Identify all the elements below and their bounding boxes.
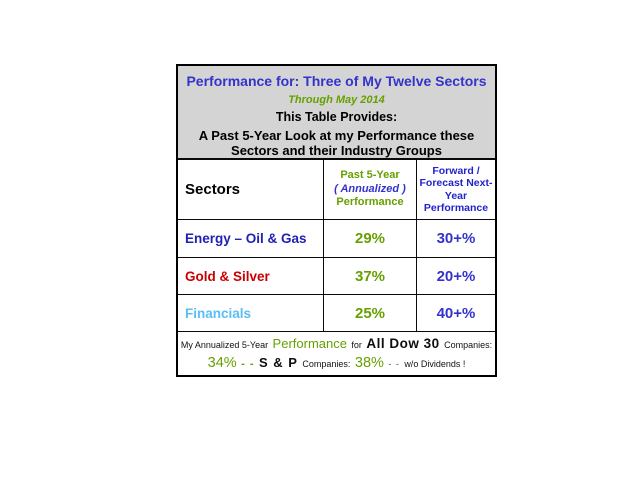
- footer-dividends-text: w/o Dividends !: [404, 358, 466, 369]
- table-footer: [178, 332, 495, 375]
- column-header-sectors: [178, 160, 324, 219]
- footer-sp-text: S & P: [258, 354, 298, 370]
- footer-dow-percentage: 34%: [207, 354, 237, 371]
- sector-name: Energy – Oil & Gas: [178, 220, 324, 257]
- forward-performance-value: 40+%: [436, 304, 476, 322]
- table-description-line2: Sectors and their Industry Groups: [231, 143, 442, 158]
- footer-for-text: for: [351, 339, 362, 350]
- footer-intro-text: My Annualized 5-Year: [180, 339, 269, 350]
- footer-line2: [178, 355, 495, 372]
- past-performance-value: 25%: [324, 295, 417, 331]
- column-header-forward: [417, 160, 495, 219]
- table-subtitle: Through May 2014: [288, 94, 385, 106]
- footer-line1: [178, 336, 495, 353]
- forward-header-line2: Forecast Next-: [419, 177, 493, 189]
- footer-sp-percentage: 38%: [354, 354, 384, 371]
- past-header-line3: Performance: [336, 196, 404, 209]
- footer-companies-text: Companies:: [444, 339, 493, 350]
- table-title: Performance for: Three of My Twelve Sectors: [186, 73, 487, 89]
- sectors-header-label: Sectors: [185, 181, 241, 198]
- column-header-past-5-year: [324, 160, 417, 219]
- table-description-line1: A Past 5-Year Look at my Performance these: [198, 128, 475, 143]
- past-header-line1: Past 5-Year: [340, 169, 400, 182]
- performance-table: [176, 64, 497, 377]
- footer-dash-separator: - -: [241, 357, 255, 370]
- forward-header-line4: Performance: [423, 202, 489, 214]
- past-performance-value: 37%: [324, 258, 417, 294]
- table-header-row: [178, 160, 495, 220]
- sector-name: Financials: [178, 295, 324, 331]
- forward-header-line3: Year: [444, 189, 468, 202]
- forward-performance-value: 30+%: [436, 230, 476, 247]
- sector-name: Gold & Silver: [178, 258, 324, 294]
- footer-dash-separator2: - -: [388, 358, 400, 369]
- table-row-energy: [178, 220, 495, 258]
- footer-dow30-text: All Dow 30: [366, 335, 440, 351]
- table-row-gold-silver: [178, 258, 495, 295]
- footer-companies-text2: Companies:: [302, 358, 351, 369]
- forward-performance-value: 20+%: [436, 267, 476, 285]
- table-row-financials: [178, 295, 495, 332]
- table-title-block: [178, 66, 495, 160]
- past-performance-value: 29%: [324, 220, 417, 257]
- table-provides-label: This Table Provides:: [275, 110, 398, 124]
- forward-header-line1: Forward /: [432, 164, 480, 177]
- footer-performance-text: Performance: [272, 335, 347, 351]
- past-header-line2: ( Annualized ): [334, 182, 406, 195]
